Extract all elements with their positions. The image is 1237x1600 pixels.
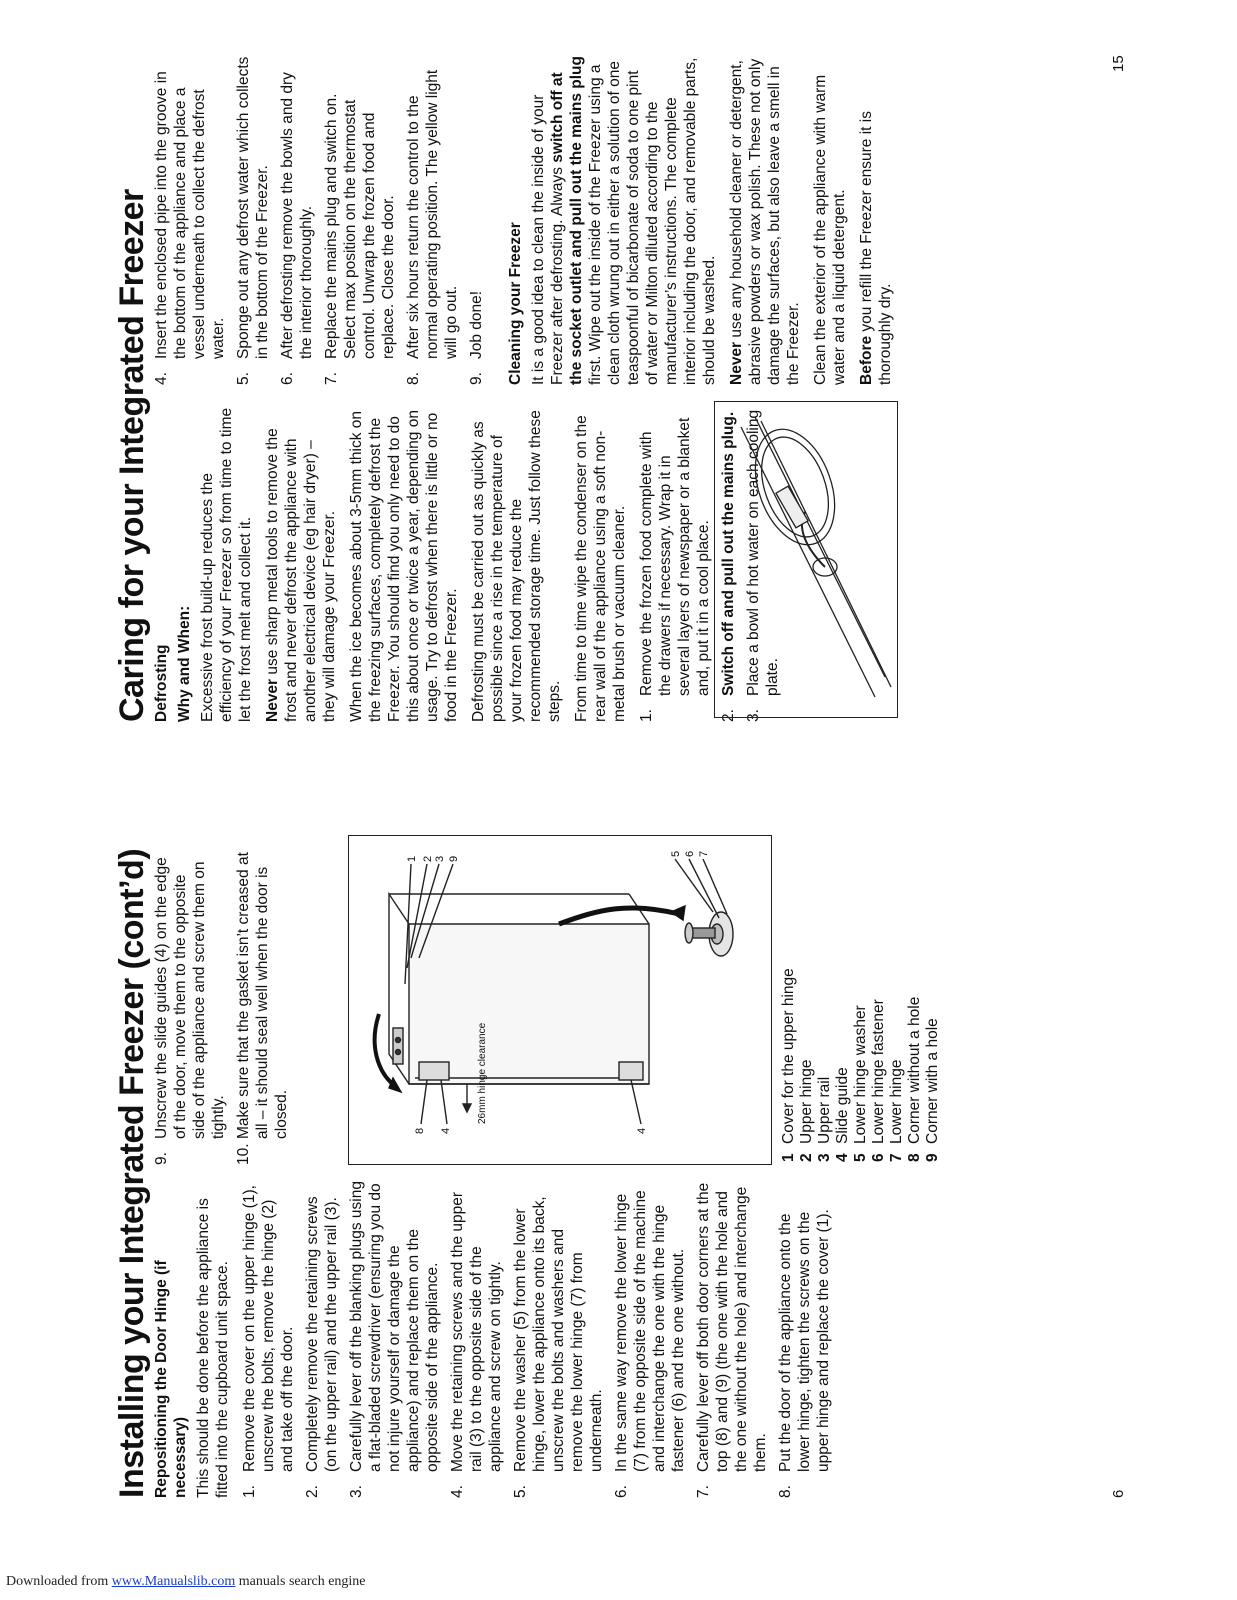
list-item: 1. Remove the frozen food complete with the drawers if necessary. Wrap it in several layers of newspaper or a blanket and, put it in a cool place. bbox=[638, 417, 712, 722]
cleaning-heading: Cleaning your Freezer bbox=[507, 222, 524, 385]
list-item: 2. Switch off and pull out the mains plug. bbox=[720, 411, 737, 722]
legend-item: 8Corner without a hole bbox=[906, 996, 923, 1162]
right-page-title: Caring for your Integrated Freezer bbox=[113, 189, 151, 722]
list-item: 7. Replace the mains plug and switch on. Select max position on the thermostat control. Unwrap the frozen food and replace. Close the door. bbox=[323, 93, 397, 385]
figure-label-4-bottom: 4 bbox=[636, 1127, 648, 1134]
figure-label-6: 6 bbox=[684, 850, 696, 857]
hinge-diagram bbox=[348, 835, 772, 1165]
legend-item: 5Lower hinge washer bbox=[852, 1005, 869, 1162]
list-item: 8. Put the door of the appliance onto the lower hinge, tighten the screws on the upper hinge and replace the cover (1). bbox=[777, 1209, 832, 1498]
figure-label-3: 3 bbox=[434, 855, 446, 862]
list-item: 9. Job done! bbox=[468, 290, 485, 385]
defrost-pipe-illustration bbox=[715, 402, 897, 717]
figure-label-1: 1 bbox=[406, 855, 418, 862]
figure-label-7: 7 bbox=[698, 850, 710, 857]
figure-label-4-top: 4 bbox=[440, 1127, 452, 1134]
hinge-steps-9-10 bbox=[152, 845, 291, 1165]
hinge-intro: This should be done before the appliance is fitted into the cupboard unit space. bbox=[195, 1198, 231, 1498]
right-column-1 bbox=[152, 407, 788, 722]
figure-label-5: 5 bbox=[670, 850, 682, 857]
left-column-2 bbox=[152, 845, 297, 1165]
cleaning-paragraph-4: Before you refill the Freezer ensure it is thoroughly dry. bbox=[858, 111, 894, 385]
defrosting-heading: Defrosting bbox=[153, 644, 170, 722]
figure-label-2: 2 bbox=[422, 855, 434, 862]
hinge-steps-1-8 bbox=[240, 1178, 833, 1498]
legend-item: 3Upper rail bbox=[816, 1076, 833, 1162]
never-tools-text: Never use sharp metal tools to remove the frost and never defrost the appliance with another electrical device (eg hair dryer) – they will damage your Freezer. bbox=[264, 428, 338, 722]
ice-thickness-text: When the ice becomes about 3-5mm thick on the freezing surfaces, completely defrost the Freezer. You should find you only need to do this about once or twice a year, depending on usage. Try to defrost when there is little or no food in the Freezer. bbox=[348, 410, 460, 722]
list-item: 4. Insert the enclosed pipe into the groove in the bottom of the appliance and place a vessel underneath to collect the defrost water. bbox=[153, 71, 227, 385]
why-when-text: Excessive frost build-up reduces the efficiency of your Freezer so from time to time let the frost melt and collect it. bbox=[199, 407, 254, 722]
list-item: 2. Completely remove the retaining screws (on the upper rail) and the upper rail (3). bbox=[304, 1196, 340, 1498]
list-item: 4. Move the retaining screws and the upper rail (3) to the opposite side of the appliance and screw on tightly. bbox=[449, 1191, 504, 1498]
list-item: 6. After defrosting remove the bowls and dry the interior thoroughly. bbox=[279, 72, 315, 385]
left-column-1 bbox=[152, 1178, 839, 1498]
hinge-clearance-label: 26mm hinge clearance bbox=[477, 1022, 488, 1124]
figure-label-9: 9 bbox=[448, 855, 460, 862]
list-item: 1. Remove the cover on the upper hinge (1), unscrew the bolts, remove the hinge (2) and take off the door. bbox=[241, 1185, 296, 1498]
defrost-quickly-text: Defrosting must be carried out as quickly as possible since a rise in the temperature of your frozen food may reduce the recommended storage time. Just follow these steps. bbox=[470, 410, 563, 722]
list-item: 9. Unscrew the slide guides (4) on the edge of the door, move them to the opposite side of the appliance and screw them on tightly. bbox=[153, 857, 227, 1165]
download-footer: Downloaded from www.Manualslib.com manuals search engine bbox=[6, 1574, 366, 1589]
list-item: 8. After six hours return the control to the normal operating position. The yellow light will go out. bbox=[405, 69, 460, 385]
list-item: 3. Place a bowl of hot water on each cooling plate. bbox=[745, 409, 781, 722]
cleaning-paragraph-1: It is a good idea to clean the inside of your Freezer after defrosting. Always switch off at the socket outlet and pull out the mains plug first. Wipe out the inside of the Freezer using a clean cloth wrung out in either a solution of one teaspoonful of bicarbonate of soda to one pint of water or Milton diluted according to the manufacturer’s instructions. The complete interior including the door, and removable parts, should be washed. bbox=[530, 56, 718, 385]
left-page-number: 6 bbox=[1110, 1489, 1127, 1498]
list-item: 3. Carefully lever off the blanking plugs using a flat-bladed screwdriver (ensuring you do not injure yourself or damage the appliance) and replace them on the opposite side of the appliance. bbox=[348, 1181, 441, 1498]
defrost-steps-4-9 bbox=[152, 55, 486, 385]
list-item: 5. Sponge out any defrost water which collects in the bottom of the Freezer. bbox=[235, 56, 271, 385]
legend-item: 6Lower hinge fastener bbox=[870, 999, 887, 1162]
manualslib-link[interactable]: www.Manualslib.com bbox=[111, 1574, 236, 1589]
figure-label-8: 8 bbox=[414, 1127, 426, 1134]
right-column-2 bbox=[152, 55, 903, 385]
condenser-text: From time to time wipe the condenser on the rear wall of the appliance using a soft non-metal brush or vacuum cleaner. bbox=[573, 415, 628, 722]
legend-item: 9Corner with a hole bbox=[924, 1018, 941, 1162]
list-item: 5. Remove the washer (5) from the lower hinge, lower the appliance onto its back, unscrew the bolts and washers and remove the lower hinge (7) from underneath. bbox=[512, 1196, 605, 1498]
hinge-section-heading: Repositioning the Door Hinge (if necessary) bbox=[153, 1260, 189, 1498]
legend-item: 7Lower hinge bbox=[888, 1059, 905, 1162]
freezer-hinge-illustration bbox=[349, 836, 771, 1164]
left-page-title: Installing your Integrated Freezer (cont’d) bbox=[113, 848, 151, 1498]
list-item: 7. Carefully lever off both door corners at the top (8) and (9) (the one with the hole and the one without the hole) and interchange them. bbox=[695, 1182, 769, 1498]
list-item: 10. Make sure that the gasket isn’t creased at all – it should seal well when the door is closed. bbox=[235, 852, 290, 1165]
hinge-legend bbox=[780, 842, 942, 1162]
cleaning-paragraph-3: Clean the exterior of the appliance with warm water and a liquid detergent. bbox=[812, 74, 848, 385]
defrost-pipe-diagram bbox=[714, 401, 898, 718]
legend-item: 2Upper hinge bbox=[798, 1059, 815, 1162]
why-when-heading: Why and When: bbox=[176, 605, 193, 722]
list-item: 6. In the same way remove the lower hinge (7) from the opposite side of the machine and interchange the one with the hinge fastener (6) and the one without. bbox=[613, 1190, 687, 1498]
cleaning-paragraph-2: Never use any household cleaner or detergent, abrasive powders or wax polish. These not only damage the surfaces, but also leave a smell in the Freezer. bbox=[728, 58, 802, 385]
right-page-number: 15 bbox=[1110, 55, 1127, 72]
legend-item: 4Slide guide bbox=[834, 1067, 851, 1162]
legend-item: 1Cover for the upper hinge bbox=[780, 968, 797, 1162]
